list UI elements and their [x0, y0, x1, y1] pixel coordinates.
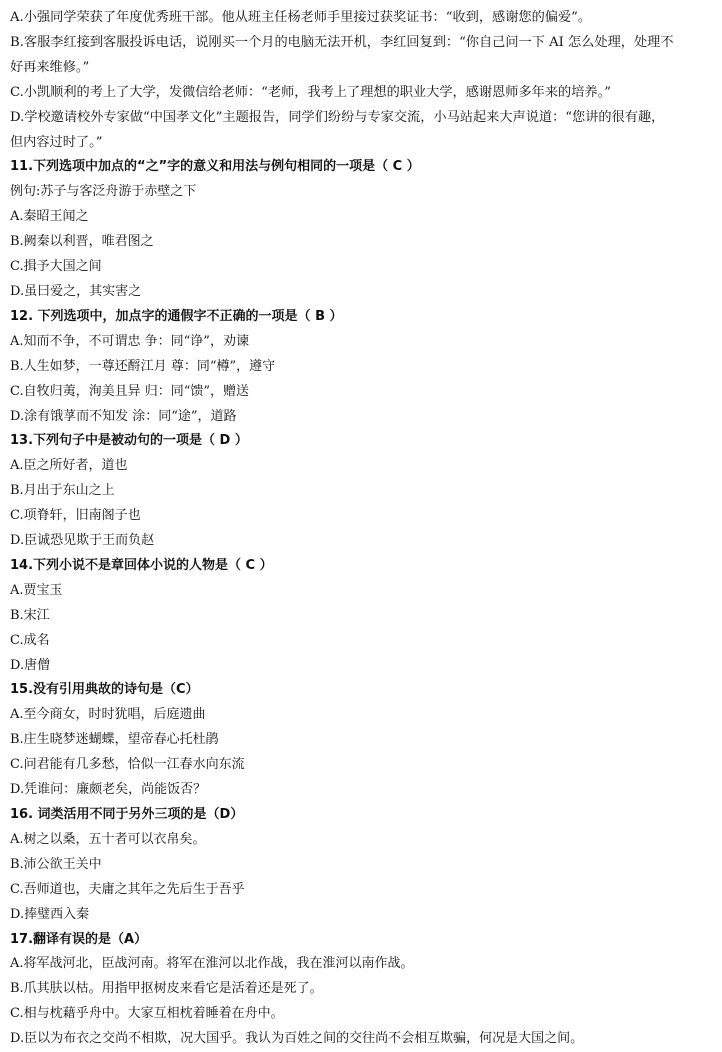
option-c: C.问君能有几多愁，恰似一江春水向东流	[10, 757, 245, 773]
question-13	[10, 429, 714, 554]
intro-option-d-line1: D.学校邀请校外专家做“中国孝文化”主题报告，同学们纷纷与专家交流，小马站起来大声说道：“您讲的很有趣，	[10, 109, 665, 125]
option-a: A.知而不争，不可谓忠 争：同“诤”，劝谏	[10, 333, 249, 349]
question-stem: 15.没有引用典故的诗句是（C）	[10, 682, 199, 698]
question-example: 例句:苏子与客泛舟游于赤壁之下	[10, 184, 197, 200]
question-stem: 13.下列句子中是被动句的一项是（ D ）	[10, 433, 248, 449]
intro-option-a: A.小强同学荣获了年度优秀班干部。他从班主任杨老师手里接过获奖证书：“收到，感谢您的偏爱”。	[10, 10, 592, 25]
option-c: C.自牧归荑，洵美且异 归：同“馈”，赠送	[10, 383, 250, 399]
option-d: D.唐僧	[10, 657, 51, 673]
option-b: B.月出于东山之上	[10, 483, 115, 499]
question-stem: 12. 下列选项中，加点字的通假字不正确的一项是（ B ）	[10, 308, 343, 324]
option-b: B.爪其肤以枯。用指甲抠树皮来看它是活着还是死了。	[10, 981, 323, 997]
question-12	[10, 305, 714, 430]
question-stem: 16. 词类活用不同于另外三项的是（D）	[10, 807, 244, 822]
option-b: B.阙秦以利晋，唯君图之	[10, 234, 154, 250]
question-stem: 17.翻译有误的是（A）	[10, 931, 148, 947]
option-a: A.树之以桑，五十者可以衣帛矣。	[10, 831, 206, 847]
option-d: D.捧璧西入秦	[10, 906, 90, 922]
option-a: A.将军战河北，臣战河南。将军在淮河以北作战，我在淮河以南作战。	[10, 956, 414, 972]
option-c: C.项脊轩，旧南阁子也	[10, 508, 141, 524]
intro-option-b-line1: B.客服李红接到客服投诉电话，说刚买一个月的电脑无法开机，李红回复到：“你自己问一下 AI 怎么处理，处理不	[10, 34, 674, 50]
question-14	[10, 554, 714, 679]
intro-options	[10, 6, 714, 155]
intro-option-c: C.小凯顺利的考上了大学，发微信给老师：“老师，我考上了理想的职业大学，感谢恩师多年来的培养。”	[10, 84, 611, 100]
intro-option-b-line2: 好再来维修。”	[10, 59, 90, 75]
option-c: C.成名	[10, 632, 50, 648]
question-16	[10, 803, 714, 928]
option-c: C.吾师道也，夫庸之其年之先后生于吾乎	[10, 881, 245, 897]
option-a: A.至今商女，时时犹唱，后庭遗曲	[10, 707, 206, 723]
option-a: A.贾宝玉	[10, 582, 63, 598]
question-15	[10, 678, 714, 803]
option-b: B.人生如梦，一尊还酹江月 尊：同“樽”，遵守	[10, 358, 276, 374]
option-c: C.相与枕藉乎舟中。大家互相枕着睡着在舟中。	[10, 1006, 284, 1022]
option-d: D.涂有饿莩而不知发 涂：同“途”，道路	[10, 408, 237, 424]
option-a: A.臣之所好者，道也	[10, 458, 128, 474]
option-d: D.臣诚恐见欺于王而负赵	[10, 533, 155, 549]
option-a: A.秦昭王闻之	[10, 209, 89, 225]
intro-option-d-line2: 但内容过时了。”	[10, 134, 103, 150]
question-11	[10, 155, 714, 304]
option-d: D.凭谁问：廉颇老矣，尚能饭否？	[10, 782, 207, 798]
question-stem: 11.下列选项中加点的“之”字的意义和用法与例句相同的一项是（ C ）	[10, 159, 420, 175]
option-b: B.宋江	[10, 607, 50, 623]
question-stem: 14.下列小说不是章回体小说的人物是（ C ）	[10, 557, 273, 573]
option-c: C.揖予大国之间	[10, 259, 102, 275]
option-b: B.庄生晓梦迷蝴蝶，望帝春心托杜鹃	[10, 732, 219, 748]
option-d: D.虽曰爱之，其实害之	[10, 283, 142, 299]
question-17	[10, 928, 714, 1052]
option-d: D.臣以为布衣之交尚不相欺，况大国乎。我认为百姓之间的交往尚不会相互欺骗，何况是大国之间。	[10, 1031, 584, 1047]
option-b: B.沛公欲王关中	[10, 856, 102, 872]
